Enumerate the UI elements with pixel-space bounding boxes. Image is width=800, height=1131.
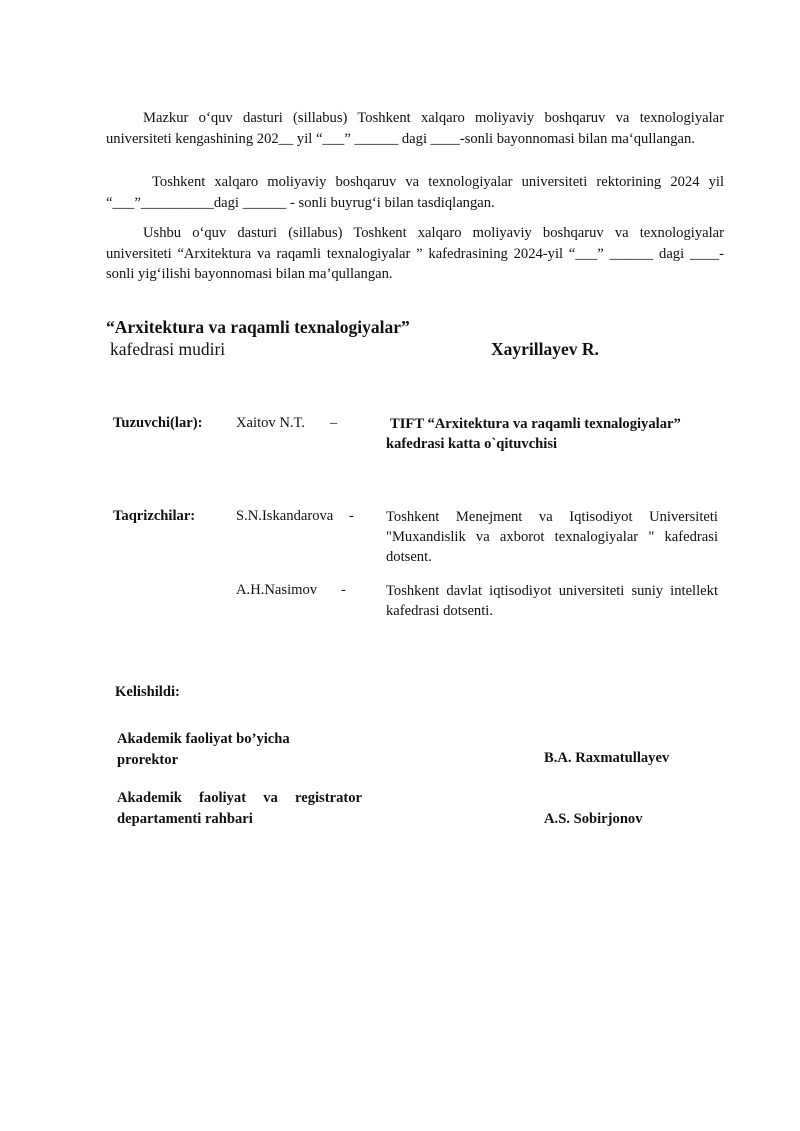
reviewer-1-dash: -	[349, 508, 354, 524]
author-dash: –	[330, 415, 338, 431]
reviewer-2-dash: -	[341, 582, 346, 598]
reviewers-label: Taqrizchilar:	[113, 508, 196, 524]
authors-label: Tuzuvchi(lar):	[113, 415, 203, 431]
reviewer-1-name: S.N.Iskandarova	[236, 508, 334, 524]
reviewer-2-name: A.H.Nasimov	[236, 582, 318, 598]
agreed-label: Kelishildi:	[115, 684, 180, 700]
department-title: “Arxitektura va raqamli texnalogiyalar”	[106, 317, 410, 337]
author-description: TIFT “Arxitektura va raqamli texnalogiyalar” kafedrasi katta o`qituvchisi	[386, 416, 681, 452]
author-name: Xaitov N.T.	[236, 415, 306, 431]
reviewer-2-description: Toshkent davlat iqtisodiyot universiteti suniy intellekt kafedrasi dotsenti.	[386, 583, 718, 619]
reviewer-1-description: Toshkent Menejment va Iqtisodiyot Universiteti "Muxandislik va axborot texnalogiyalar " kafedrasi dotsent.	[386, 509, 718, 565]
signatory-1-title: Akademik faoliyat bo’yicha prorektor	[117, 731, 290, 768]
signatory-1-name: B.A. Raxmatullayev	[544, 750, 670, 766]
approval-rector: Toshkent xalqaro moliyaviy boshqaruv va texnologiyalar universiteti rektorining 2024 yil “___”__________dagi ______ - sonli buyrug‘i bilan tasdiqlangan.	[106, 174, 724, 211]
approval-council: Mazkur o‘quv dasturi (sillabus) Toshkent xalqaro moliyaviy boshqaruv va texnologiyalar universiteti kengashining 202__ yil “___” ______ dagi ____-sonli bayonnomasi bilan ma‘qullangan.	[106, 110, 724, 147]
signatory-2-name: A.S. Sobirjonov	[544, 811, 643, 827]
approval-department: Ushbu o‘quv dasturi (sillabus) Toshkent xalqaro moliyaviy boshqaruv va texnologiyalar universiteti “Arxitektura va raqamli texnalogiyalar ” kafedrasining 2024-yil “___” ______ dagi ____-sonli yig‘ilishi bayonnomasi bilan ma’qullangan.	[106, 225, 724, 282]
signatory-2-title: Akademik faoliyat va registrator departamenti rahbari	[117, 790, 362, 827]
department-head-name: Xayrillayev R.	[491, 339, 599, 359]
department-head-role: kafedrasi mudiri	[110, 339, 226, 359]
